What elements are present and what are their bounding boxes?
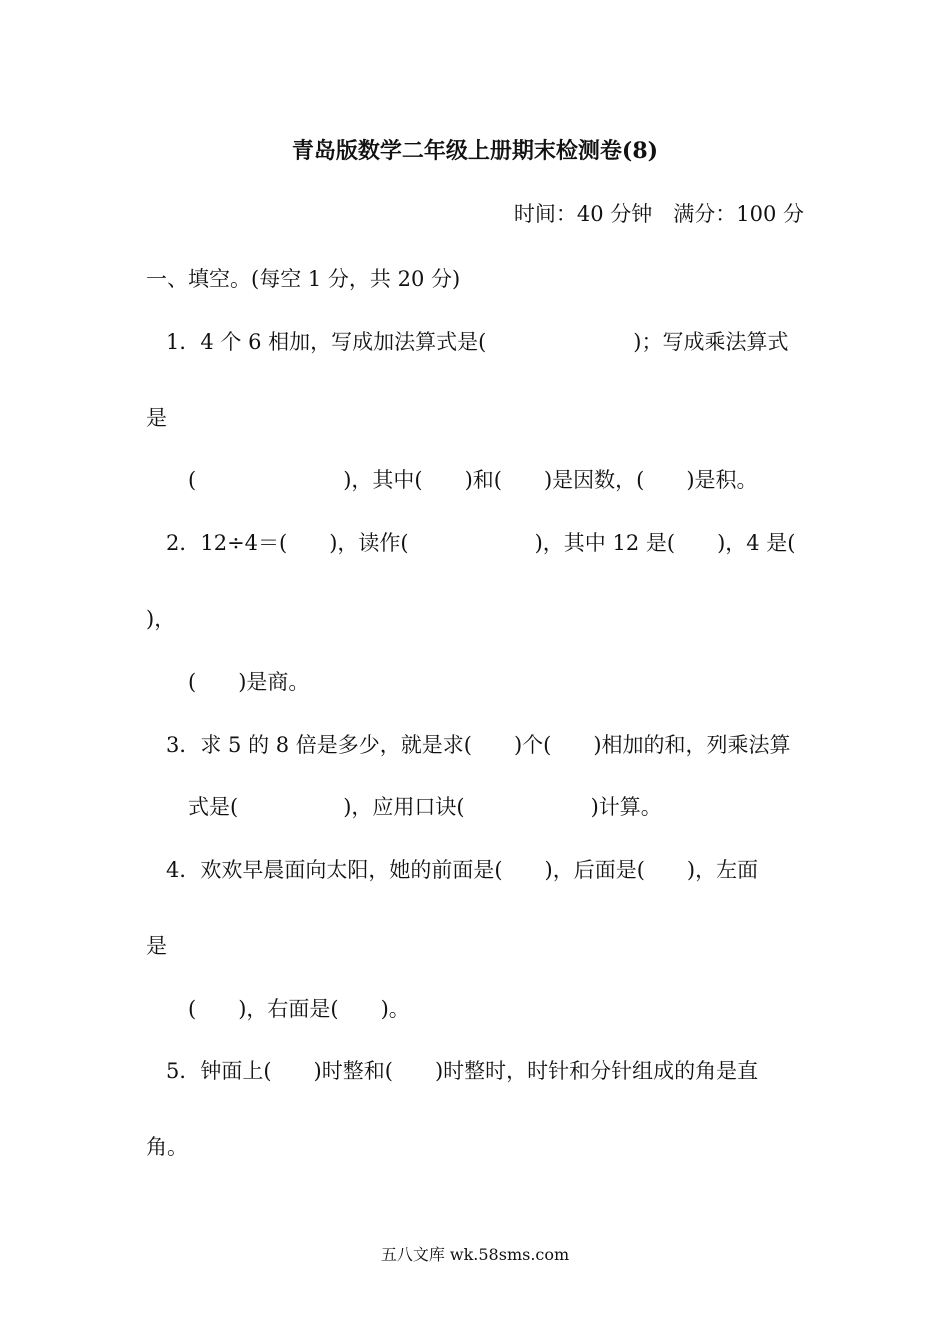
- question-2-line-1: 2．12÷4＝( )，读作( )，其中 12 是( )，4 是(: [166, 531, 796, 555]
- section-1-heading: 一、填空。(每空 1 分，共 20 分): [146, 267, 461, 291]
- question-4-line-3: ( )，右面是( )。: [188, 997, 410, 1021]
- exam-title: 青岛版数学二年级上册期末检测卷(8): [291, 138, 659, 164]
- question-2-line-3: ( )是商。: [188, 670, 310, 694]
- question-1-line-2: 是: [146, 406, 167, 430]
- question-1-line-3: ( )，其中( )和( )是因数，( )是积。: [188, 468, 758, 492]
- question-1-line-1: 1．4 个 6 相加，写成加法算式是( )；写成乘法算式: [166, 330, 789, 354]
- question-4-line-1: 4．欢欢早晨面向太阳，她的前面是( )，后面是( )，左面: [166, 858, 759, 882]
- question-4-line-2: 是: [146, 934, 167, 958]
- time-and-score-info: 时间：40 分钟 满分：100 分: [513, 202, 804, 226]
- footer-watermark: 五八文库 wk.58sms.com: [380, 1245, 570, 1264]
- question-3-line-1: 3．求 5 的 8 倍是多少，就是求( )个( )相加的和，列乘法算: [166, 733, 791, 757]
- question-5-line-2: 角。: [146, 1135, 188, 1159]
- question-2-line-2: )，: [146, 607, 176, 631]
- question-5-line-1: 5．钟面上( )时整和( )时整时，时针和分针组成的角是直: [166, 1059, 759, 1083]
- question-3-line-2: 式是( )，应用口诀( )计算。: [188, 795, 662, 819]
